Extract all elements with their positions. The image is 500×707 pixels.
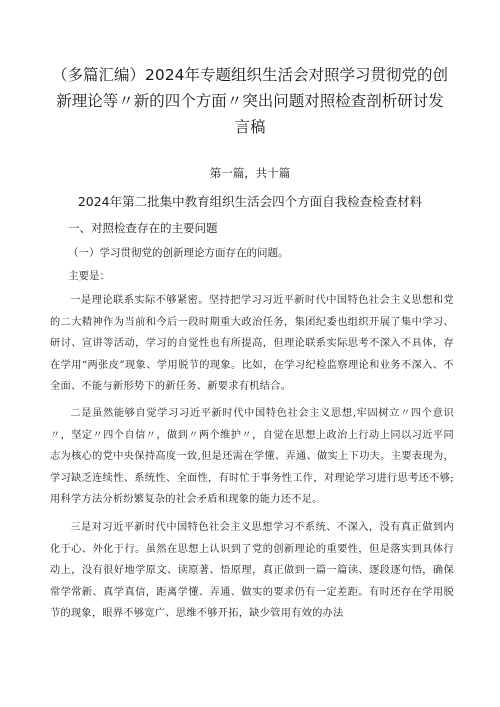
section-title: 2024年第二批集中教育组织生活会四个方面自我检查检查材料 — [77, 194, 423, 209]
heading-level-1: 一、对照检查存在的主要问题 — [68, 221, 218, 235]
paragraph-3: 三是对习近平新时代中国特色社会主义思想学习不系统、不深入，没有真正做到内化于心、外化于行。虽然在思想上认识到了党的创新理论的重要性，但是落实到具体行动上，没有很好地学原文、读原著、悟原理，真正做到一篇一篇读、逐段逐句悟，确保常学常新、真学真信，距离学懂、弄通、做实的要求仍有一定差距。有时还存在学用脱节的现象，眼界不够宽广、思维不够开拓，缺少管用有效的办法 — [50, 522, 454, 620]
paragraph-2: 二是虽然能够自觉学习习近平新时代中国特色社会主义思想,牢固树立〃四个意识〃，坚定〃四个自信〃，做到〃两个维护〃，自觉在思想上政治上行动上同以习近平同志为核心的党中央保持高度一致,但是还需在学懂、弄通、做实上下功夫。主要表现为，学习缺乏连续性、系统性、全面性，有时忙于事务性工作，对理论学习进行思考还不够;用科学方法分析纷繁复杂的社会矛盾和现象的能力还不足。 — [50, 408, 454, 506]
heading-level-2: （一）学习贯彻党的创新理论方面存在的问题。 — [68, 247, 289, 259]
paragraph-1: 一是理论联系实际不够紧密。坚持把学习习近平新时代中国特色社会主义思想和党的二大精神作为当前和今后一段时期重大政治任务，集团纪委也组织开展了集中学习、研讨、宣讲等活动，学习的自觉性也有所提高，但理论联系实际思考不深入不具体，存在学用“两张皮”现象、学用脱节的现象。比如，在学习纪检监察理论和业务不深入、不全面、不能与新形势下的新任务、新要求有机结合。 — [50, 295, 454, 393]
section-label: 第一篇，共十篇 — [209, 166, 291, 180]
main-points-label: 主要是： — [68, 270, 110, 282]
document-title: （多篇汇编）2024年专题组织生活会对照学习贯彻党的创新理论等〃新的四个方面〃突出问题对照检查剖析研讨发言稿 — [52, 66, 448, 136]
